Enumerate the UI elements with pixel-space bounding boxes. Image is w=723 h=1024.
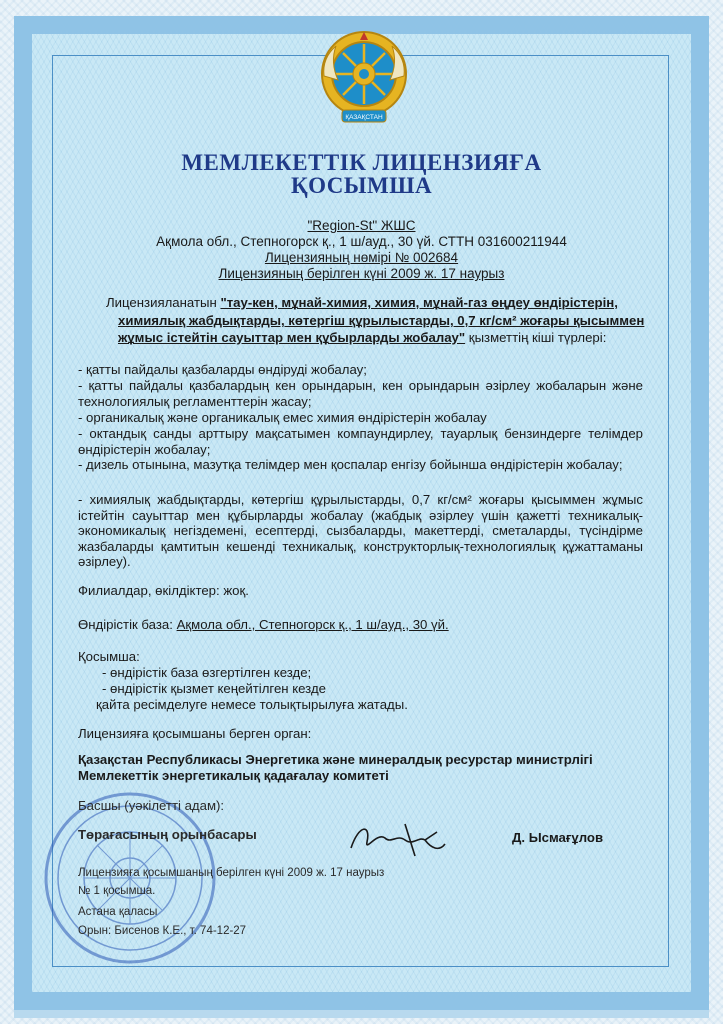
appendix-note: қайта ресімделуге немесе толықтырылуға жатады. [96, 697, 408, 712]
activity-intro: Лицензияланатын [106, 295, 217, 310]
signatory-position: Төрағасының орынбасары [78, 827, 257, 842]
subtype-item: - органикалық және органикалық емес химия өндірістерін жобалау [78, 410, 487, 425]
licensee-name: "Region-St" ЖШС [307, 218, 416, 233]
footer-executor: Орын: Бисенов К.Е., т. 74-12-27 [78, 925, 247, 937]
document-title-line1: МЕМЛЕКЕТТІК ЛИЦЕНЗИЯҒА [181, 150, 542, 175]
footer-appendix-number: № 1 қосымша. [78, 885, 156, 897]
issuer-label: Лицензияға қосымшаны берген орган: [78, 726, 312, 741]
state-emblem-icon [318, 28, 410, 128]
production-label: Өндірістік база: [78, 617, 173, 632]
footer-issue-date: Лицензияға қосымшаның берілген күні 2009 ж. 17 наурыз [78, 867, 385, 879]
subtype-item: - қатты пайдалы қазбалардың кен орындарын, кен орындарын әзірлеу жобаларын жәнe технологиялық регламенттерін жасау; [78, 378, 643, 409]
signatory-label: Басшы (уәкілетті адам): [78, 798, 225, 813]
subtype-item: - қатты пайдалы қазбаларды өндіруді жобалау; [78, 362, 367, 377]
activity-line1 [106, 295, 646, 311]
license-number: Лицензияның нөмірі № 002684 [264, 250, 459, 265]
activity-suffix: қызметтің кіші түрлері: [468, 330, 607, 345]
activity-name-part2: химиялық жабдықтарды, көтергіш құрылыстарды, 0,7 кг/см² жоғары қысыммен [118, 313, 645, 328]
subtype-item: - дизель отынына, мазутқа телімдер мен қоспалар енгізу бойынша өндірістерін жобалау; [78, 457, 623, 472]
branches-text: Филиалдар, өкілдіктер: жоқ. [78, 583, 249, 598]
production-base [78, 617, 643, 633]
issuer-ministry: Қазақстан Республикасы Энергетика және минералдық ресурстар министрлігі [78, 752, 593, 767]
licensee-address: Ақмола обл., Степногорск қ., 1 ш/ауд., 30 үй. СТТН 031600211944 [156, 234, 567, 249]
document-title-line2: ҚОСЫМША [290, 173, 433, 198]
license-issue-date: Лицензияның берілген күні 2009 ж. 17 наурыз [218, 266, 505, 281]
activity-name-part3: жұмыс істейтін сауыттар мен құбырларды жобалау" [118, 330, 466, 345]
activity-line3 [118, 330, 648, 346]
appendix-title: Қосымша: [78, 649, 140, 664]
emblem-ribbon-text: ҚАЗАҚСТАН [345, 114, 383, 121]
production-address: Ақмола обл., Степногорск қ., 1 ш/ауд., 30 үй. [176, 617, 449, 632]
subtype-item: - химиялық жабдықтарды, көтергіш құрылыстарды, 0,7 кг/см² жоғары қысыммен жұмыс істейтін сауыттар мен құбырларды жобалау (жабдық әзірлеу үшін қажетті техникалық-экономикалық негіздемені, есептерді, сызбаларды, макеттерді, сметаларды, түсіндірме жазбаларды қамтитын кешенді техникалық, конструкторлық-технологиялық құжаттаманы әзірлеу). [78, 492, 643, 569]
issuer-committee: Мемлекеттік энергетикалық қадағалау комитеті [78, 768, 389, 783]
appendix-item: - өндірістік база өзгертілген кезде; [102, 665, 312, 680]
appendix-item: - өндірістік қызмет кеңейтілген кезде [102, 681, 326, 696]
subtype-item: - октандық санды арттыру мақсатымен компаундирлеу, тауарлық бензиндерге телімдер өндірістерін жобалау; [78, 426, 643, 457]
signatory-name: Д. Ысмағұлов [512, 830, 604, 845]
footer-city: Астана қаласы [78, 906, 158, 918]
activity-name-part1: "тау-кен, мұнай-химия, химия, мұнай-газ өңдеу өндірістерін, [220, 295, 618, 310]
bottom-strip [14, 1010, 709, 1018]
handwritten-signature-icon [345, 818, 450, 864]
